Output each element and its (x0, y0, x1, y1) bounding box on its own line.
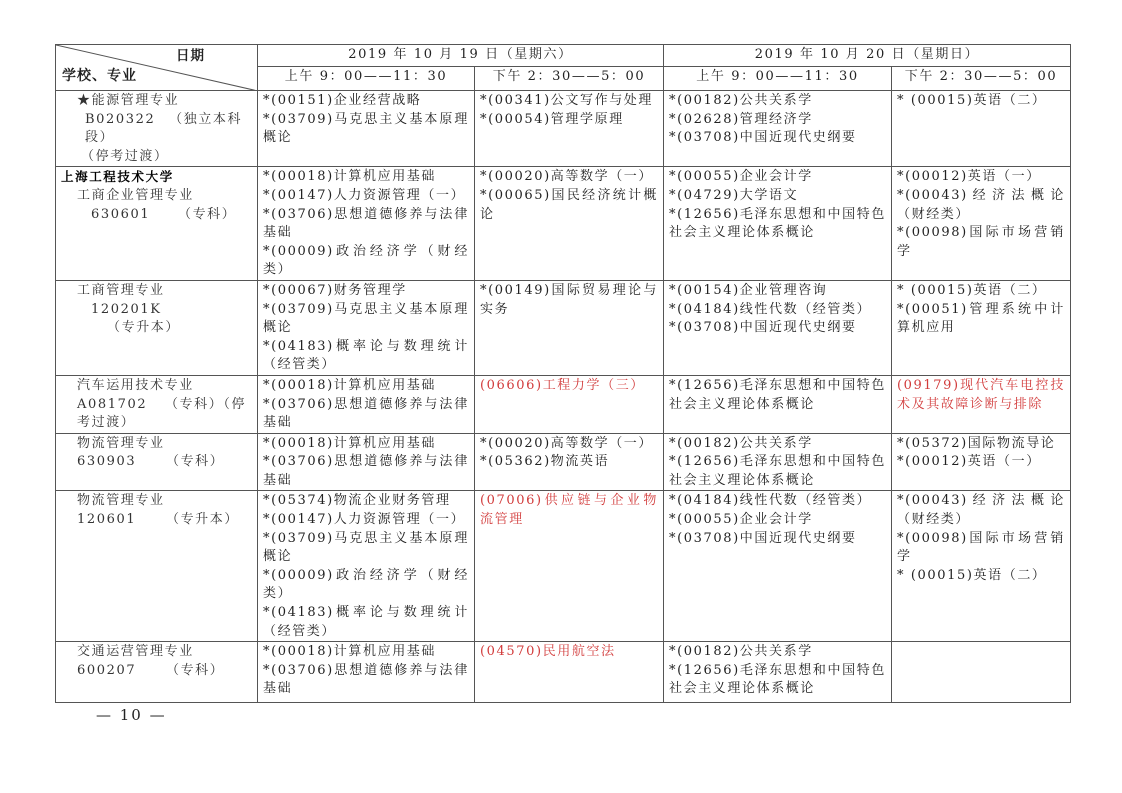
exam-course: *(12656)毛泽东思想和中国特色社会主义理论体系概论 (669, 206, 886, 241)
exam-course: *(04183)概率论与数理统计（经管类） (263, 605, 469, 639)
exam-course: (06606)工程力学（三） (480, 377, 645, 393)
major-code-line (61, 511, 252, 530)
exam-cell (892, 167, 1071, 281)
exam-cell (258, 375, 475, 433)
exam-list (263, 492, 469, 641)
exam-course: *(00009)政治经济学（财经类） (263, 567, 469, 602)
exam-course: *(00020)高等数学（一） (480, 169, 653, 185)
exam-course: *(00067)财务管理学 (263, 282, 407, 298)
exam-cell (664, 491, 892, 642)
exam-course: *(00055)企业会计学 (669, 512, 813, 528)
exam-course: *(00098)国际市场营销学 (897, 225, 1065, 259)
major-name: ★能源管理专业 (77, 93, 180, 108)
exam-cell (892, 642, 1071, 703)
major-level: （专科） (165, 662, 225, 678)
exam-course: *(00065)国民经济统计概论 (480, 187, 658, 222)
exam-course: *(04184)线性代数（经管类） (669, 493, 872, 509)
exam-course: *(03706)思想道德修养与法律基础 (263, 206, 469, 241)
exam-cell-highlighted (892, 375, 1071, 433)
exam-cell (475, 167, 664, 281)
exam-cell (664, 91, 892, 167)
schedule-body (56, 91, 1071, 703)
exam-cell (664, 433, 892, 491)
major-cell (56, 91, 258, 167)
day1-header: 2019 年 10 月 19 日（星期六） (258, 45, 664, 67)
exam-cell (892, 91, 1071, 167)
major-name: 汽车运用技术专业 (77, 377, 194, 393)
exam-course: *(03706)思想道德修养与法律基础 (263, 454, 469, 488)
major-code: 630903 (77, 454, 137, 470)
exam-course: *(00182)公共关系学 (669, 644, 813, 660)
exam-list (897, 168, 1065, 261)
exam-list (669, 492, 886, 548)
exam-list (669, 643, 886, 699)
exam-course: *(03708)中国近现代史纲要 (669, 530, 857, 546)
exam-list (263, 377, 469, 433)
exam-list (669, 92, 886, 148)
exam-list (669, 282, 886, 338)
exam-cell-highlighted (475, 375, 664, 433)
exam-cell (892, 433, 1071, 491)
major-note: （停考过渡） (81, 148, 169, 164)
exam-list (897, 92, 1065, 111)
exam-course: *(12656)毛泽东思想和中国特色社会主义理论体系概论 (669, 377, 886, 412)
exam-course: *(03709)马克思主义基本原理概论 (263, 530, 469, 565)
major-cell (56, 491, 258, 642)
exam-course: *(00012)英语（一） (897, 169, 1041, 185)
exam-cell (258, 491, 475, 642)
school-name: 上海工程技术大学 (61, 169, 174, 185)
exam-course: * (00015)英语（二） (897, 282, 1047, 298)
exam-list (263, 282, 469, 375)
exam-list (480, 377, 658, 396)
exam-list (480, 168, 658, 224)
exam-cell (892, 491, 1071, 642)
table-row (56, 375, 1071, 433)
exam-cell (258, 91, 475, 167)
exam-list (263, 92, 469, 148)
slot-header-day2-pm: 下午 2：30——5：00 (892, 67, 1071, 91)
exam-course: *(12656)毛泽东思想和中国特色社会主义理论体系概论 (669, 454, 886, 488)
major-cell (56, 280, 258, 375)
exam-course: *(00009)政治经济学（财经类） (263, 243, 469, 278)
exam-course: *(12656)毛泽东思想和中国特色社会主义理论体系概论 (669, 662, 886, 697)
exam-course: *(00018)计算机应用基础 (263, 169, 436, 185)
exam-course: *(00018)计算机应用基础 (263, 644, 436, 660)
exam-list (897, 377, 1065, 414)
exam-course: *(04729)大学语文 (669, 187, 799, 203)
corner-header (56, 45, 258, 91)
exam-course: *(00147)人力资源管理（一） (263, 187, 466, 203)
major-code: 120601 (77, 512, 137, 528)
major-code: 630601 (91, 206, 151, 222)
exam-course: *(00018)计算机应用基础 (263, 377, 436, 393)
exam-cell (258, 642, 475, 703)
major-level: （专升本） (107, 320, 181, 336)
exam-cell (475, 280, 664, 375)
major-code-line (61, 206, 252, 225)
major-code-line (61, 662, 252, 681)
day2-header: 2019 年 10 月 20 日（星期日） (664, 45, 1071, 67)
exam-course: (07006)供应链与企业物流管理 (480, 493, 658, 528)
exam-course: *(00149)国际贸易理论与实务 (480, 282, 658, 317)
exam-cell (892, 280, 1071, 375)
major-code: 600207 (77, 662, 137, 678)
major-level: （专科） (177, 206, 237, 222)
exam-course: *(03709)马克思主义基本原理概论 (263, 301, 469, 336)
corner-date-label: 日期 (176, 48, 205, 64)
major-code: B020322 (85, 111, 156, 127)
major-code-line (61, 111, 252, 148)
exam-course: * (00015)英语（二） (897, 567, 1047, 583)
exam-course: *(00043)经济法概论（财经类） (897, 493, 1065, 528)
table-row (56, 91, 1071, 167)
table-row (56, 167, 1071, 281)
exam-course: *(04183)概率论与数理统计（经管类） (263, 338, 469, 373)
major-code: A081702 (77, 396, 148, 412)
slot-header-day2-am: 上午 9：00——11：30 (664, 67, 892, 91)
exam-cell (258, 167, 475, 281)
major-level: （专科） (165, 454, 225, 470)
major-cell (56, 642, 258, 703)
major-name: 交通运营管理专业 (77, 644, 194, 660)
exam-course: *(00182)公共关系学 (669, 435, 813, 451)
slot-header-day1-pm: 下午 2：30——5：00 (475, 67, 664, 91)
exam-course: *(05372)国际物流导论 (897, 435, 1056, 451)
major-code-line (61, 453, 252, 472)
exam-course: (04570)民用航空法 (480, 644, 616, 660)
exam-course: *(03708)中国近现代史纲要 (669, 320, 857, 336)
exam-course: *(02628)管理经济学 (669, 111, 813, 127)
exam-course: *(00151)企业经营战略 (263, 93, 422, 108)
exam-cell-highlighted (475, 491, 664, 642)
table-row (56, 433, 1071, 491)
exam-course: *(03706)思想道德修养与法律基础 (263, 662, 469, 697)
exam-cell (475, 433, 664, 491)
major-level: （专科）（停考过渡） (77, 396, 247, 431)
exam-course: *(00055)企业会计学 (669, 169, 813, 185)
exam-list (897, 435, 1065, 472)
exam-course: *(00054)管理学原理 (480, 111, 624, 127)
exam-cell (475, 91, 664, 167)
exam-list (480, 282, 658, 319)
exam-list (669, 377, 886, 414)
exam-list (480, 435, 658, 472)
exam-cell (664, 375, 892, 433)
major-level: （专升本） (165, 512, 239, 528)
exam-course: *(00020)高等数学（一） (480, 435, 653, 451)
exam-course: *(00098)国际市场营销学 (897, 530, 1065, 565)
exam-list (263, 435, 469, 491)
major-name: 物流管理专业 (77, 493, 165, 509)
table-row (56, 642, 1071, 703)
major-code-line (61, 396, 252, 433)
exam-course: *(05362)物流英语 (480, 454, 610, 470)
major-name: 物流管理专业 (77, 435, 165, 451)
exam-course: *(05374)物流企业财务管理 (263, 493, 451, 509)
date-header-row (56, 45, 1071, 67)
exam-course: *(03706)思想道德修养与法律基础 (263, 396, 469, 431)
exam-course: *(00341)公文写作与处理 (480, 93, 653, 108)
exam-course: *(00012)英语（一） (897, 454, 1041, 470)
exam-course: *(00147)人力资源管理（一） (263, 512, 466, 528)
exam-course: *(04184)线性代数（经管类） (669, 301, 872, 317)
exam-list (669, 168, 886, 242)
exam-course: *(03708)中国近现代史纲要 (669, 130, 857, 146)
exam-list (669, 435, 886, 491)
exam-schedule-table (55, 44, 1071, 703)
exam-course: * (00015)英语（二） (897, 93, 1047, 108)
exam-course: *(00018)计算机应用基础 (263, 435, 436, 451)
table-row (56, 280, 1071, 375)
page-number: — 10 — (96, 706, 167, 724)
exam-list (480, 643, 658, 662)
slot-header-day1-am: 上午 9：00——11：30 (258, 67, 475, 91)
exam-course: *(00182)公共关系学 (669, 93, 813, 108)
exam-cell (664, 280, 892, 375)
exam-list (897, 492, 1065, 585)
exam-course: *(00043)经济法概论（财经类） (897, 187, 1065, 222)
exam-list (263, 643, 469, 699)
exam-course: *(00051)管理系统中计算机应用 (897, 301, 1065, 336)
exam-cell (664, 642, 892, 703)
exam-course: (09179)现代汽车电控技术及其故障诊断与排除 (897, 377, 1065, 412)
exam-list (480, 92, 658, 129)
major-code-line (61, 301, 252, 338)
exam-list (480, 492, 658, 529)
corner-school-label: 学校、专业 (62, 68, 137, 85)
major-code: 120201K (91, 301, 162, 317)
exam-cell (258, 280, 475, 375)
major-name: 工商企业管理专业 (77, 187, 194, 203)
exam-course: *(03709)马克思主义基本原理概论 (263, 111, 469, 146)
exam-cell (664, 167, 892, 281)
exam-cell (258, 433, 475, 491)
major-name: 工商管理专业 (77, 282, 165, 298)
major-cell (56, 433, 258, 491)
major-cell (56, 167, 258, 281)
exam-list (897, 282, 1065, 338)
major-cell (56, 375, 258, 433)
table-row (56, 491, 1071, 642)
exam-cell-highlighted (475, 642, 664, 703)
major-level: （独立本科段） (85, 111, 243, 146)
exam-course: *(00154)企业管理咨询 (669, 282, 828, 298)
exam-list (263, 168, 469, 280)
